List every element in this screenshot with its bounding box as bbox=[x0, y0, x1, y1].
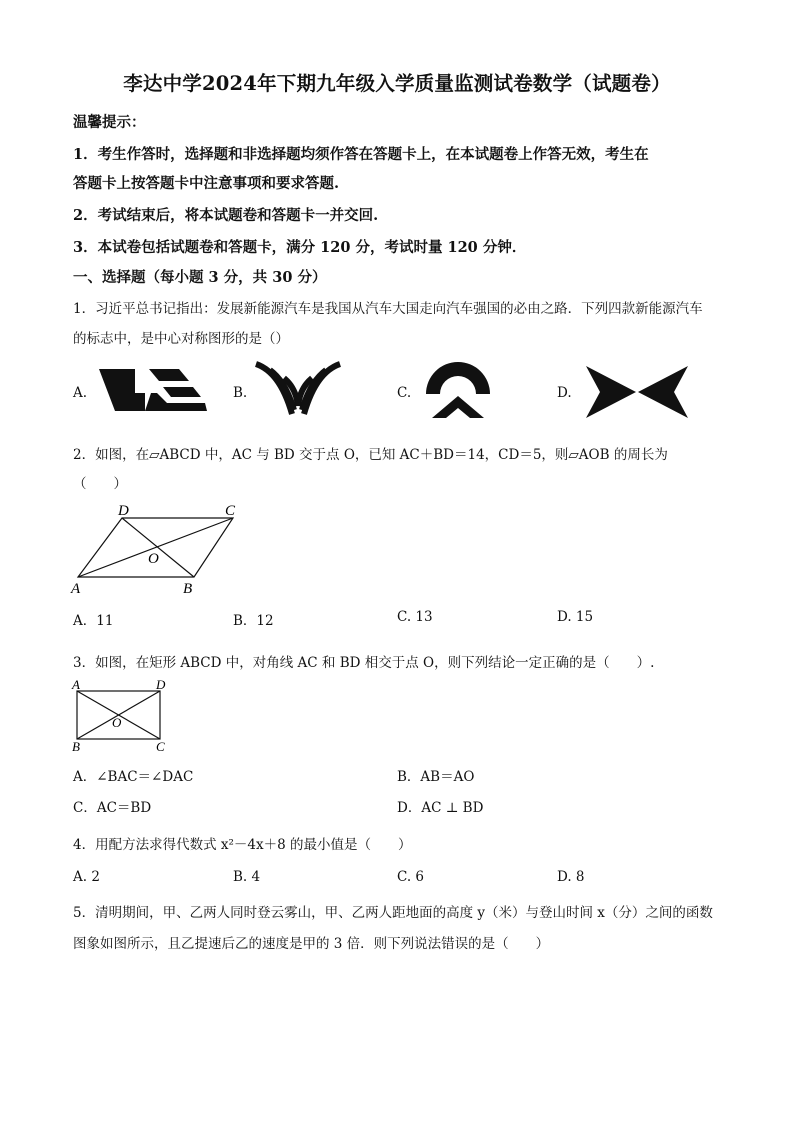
q2-label-a: A bbox=[71, 581, 81, 597]
q1-option-d-logo bbox=[584, 364, 690, 420]
q1-option-d-label: D. bbox=[557, 385, 572, 401]
q5-text-line-1: 5．清明期间，甲、乙两人同时登云雾山，甲、乙两人距地面的高度 y（米）与登山时间 x（分）之间的函数 bbox=[73, 905, 713, 921]
q2-label-d: D bbox=[118, 503, 129, 519]
tip-1-line-1: 1．考生作答时，选择题和非选择题均须作答在答题卡上，在本试题卷上作答无效，考生在 bbox=[73, 146, 649, 163]
q3-option-d: D．AC ⊥ BD bbox=[397, 800, 484, 816]
q4-option-b: B. 4 bbox=[233, 869, 261, 885]
tip-2: 2．考试结束后，将本试题卷和答题卡一并交回. bbox=[73, 207, 379, 224]
q4-option-d: D. 8 bbox=[557, 869, 585, 885]
q1-text-line-2: 的标志中，是中心对称图形的是（） bbox=[73, 331, 289, 347]
q1-option-c-label: C. bbox=[397, 385, 412, 401]
q2-text-line-1: 2．如图，在▱ABCD 中，AC 与 BD 交于点 O，已知 AC＋BD＝14，CD＝5，则▱AOB 的周长为 bbox=[73, 447, 668, 463]
q1-option-a-label: A. bbox=[73, 385, 88, 401]
q1-text-line-1: 1．习近平总书记指出：发展新能源汽车是我国从汽车大国走向汽车强国的必由之路．下列四款新能源汽车 bbox=[73, 301, 703, 317]
q1-option-c-logo bbox=[422, 358, 494, 424]
tip-3: 3．本试卷包括试题卷和答题卡，满分 120 分，考试时量 120 分钟． bbox=[73, 239, 527, 256]
q3-rectangle-figure bbox=[70, 676, 180, 756]
q2-label-b: B bbox=[183, 581, 193, 597]
q3-label-c: C bbox=[156, 739, 165, 754]
q4-option-a: A. 2 bbox=[73, 869, 100, 885]
q2-option-c: C. 13 bbox=[397, 609, 433, 625]
tips-heading: 温馨提示： bbox=[73, 114, 146, 131]
q3-text-line-1: 3．如图，在矩形 ABCD 中，对角线 AC 和 BD 相交于点 O，则下列结论一定正确的是（ ）. bbox=[73, 655, 655, 671]
q1-option-a-logo bbox=[97, 367, 209, 413]
page-title: 李达中学2024年下期九年级入学质量监测试卷数学（试题卷） bbox=[123, 72, 671, 95]
q1-option-b-label: B. bbox=[233, 385, 248, 401]
q3-option-b: B．AB＝AO bbox=[397, 769, 475, 785]
q3-label-b: B bbox=[72, 739, 80, 754]
q3-option-a: A．∠BAC＝∠DAC bbox=[73, 769, 194, 785]
q4-option-c: C. 6 bbox=[397, 869, 425, 885]
q3-label-d: D bbox=[156, 677, 166, 692]
q4-text-line-1: 4．用配方法求得代数式 x²－4x＋8 的最小值是（ ） bbox=[73, 837, 412, 853]
q2-option-b: B．12 bbox=[233, 613, 274, 629]
q2-option-a: A．11 bbox=[73, 613, 114, 629]
q5-text-line-2: 图象如图所示，且乙提速后乙的速度是甲的 3 倍．则下列说法错误的是（ ） bbox=[73, 936, 550, 952]
q3-option-c: C．AC＝BD bbox=[73, 800, 152, 816]
q2-label-o: O bbox=[148, 551, 159, 567]
section-heading: 一、选择题（每小题 3 分，共 30 分） bbox=[73, 269, 327, 286]
q3-label-a: A bbox=[72, 677, 80, 692]
q3-label-o: O bbox=[112, 715, 122, 730]
q2-option-d: D. 15 bbox=[557, 609, 594, 625]
tip-1-line-2: 答题卡上按答题卡中注意事项和要求答题. bbox=[73, 175, 340, 192]
q1-option-b-logo bbox=[252, 360, 344, 416]
q2-parallelogram-figure bbox=[70, 500, 250, 596]
q2-text-line-2: （ ） bbox=[73, 476, 127, 492]
q2-label-c: C bbox=[225, 503, 236, 519]
